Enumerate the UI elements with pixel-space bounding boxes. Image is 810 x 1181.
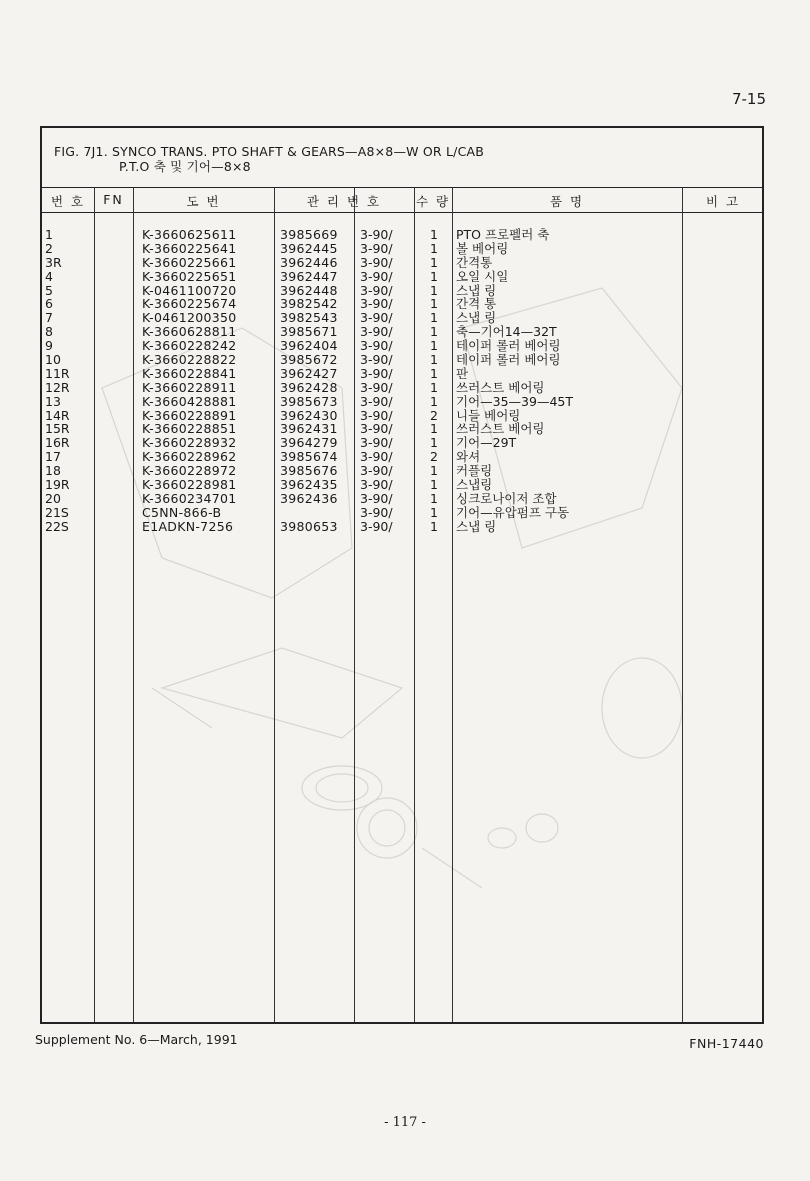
- quantity: 1: [430, 268, 438, 284]
- drawing-number: K-0461200350: [142, 310, 237, 326]
- part-name: 테이퍼 롤러 베어링: [456, 338, 561, 354]
- quantity: 1: [430, 379, 438, 395]
- page-number-top: 7-15: [731, 90, 766, 108]
- part-name: 스냅링: [456, 477, 493, 493]
- management-number: 3982543: [280, 310, 338, 326]
- table-row: [42, 409, 762, 423]
- quantity: 1: [430, 227, 438, 242]
- management-number: 3985669: [280, 227, 338, 242]
- drawing-number: K-3660228822: [142, 352, 237, 368]
- item-number: 16R: [45, 435, 70, 451]
- drawing-number: K-0461100720: [142, 282, 237, 298]
- part-name: 쓰러스트 베어링: [456, 421, 545, 437]
- part-name: 싱크로나이저 조합: [456, 490, 557, 506]
- table-row: [42, 520, 762, 534]
- quantity: 1: [430, 504, 438, 520]
- part-name: 기어—35—39—45T: [456, 393, 574, 409]
- part-name: 커플링: [456, 463, 493, 479]
- parts-list: [42, 228, 762, 534]
- item-number: 11R: [45, 365, 70, 381]
- drawing-number: K-3660225641: [142, 240, 237, 256]
- header-part-name: 품 명: [549, 194, 585, 209]
- revision-code: 3-90/: [360, 393, 393, 409]
- table-row: [42, 270, 762, 284]
- table-row: [42, 339, 762, 353]
- part-name: 스냅 링: [456, 310, 497, 326]
- part-name: 스냅 링: [456, 518, 497, 534]
- revision-code: 3-90/: [360, 365, 393, 381]
- management-number: 3962431: [280, 421, 338, 437]
- item-number: 1: [45, 227, 53, 242]
- part-name: 스냅 링: [456, 282, 497, 298]
- quantity: 1: [430, 463, 438, 479]
- header-quantity: 수 량: [415, 194, 451, 209]
- management-number: 3962430: [280, 407, 338, 423]
- table-row: [42, 256, 762, 270]
- header-fn: FN: [103, 192, 124, 207]
- part-name: 기어—유압펌프 구동: [456, 504, 570, 520]
- parts-table-frame: [40, 126, 764, 1024]
- header-management-number: 관 리 번 호: [306, 194, 382, 209]
- management-number: 3962435: [280, 477, 338, 493]
- quantity: 1: [430, 240, 438, 256]
- table-row: [42, 311, 762, 325]
- table-row: [42, 367, 762, 381]
- management-number: 3985672: [280, 352, 338, 368]
- revision-code: 3-90/: [360, 504, 393, 520]
- drawing-number: K-3660228851: [142, 421, 237, 437]
- drawing-number: K-3660625611: [142, 227, 237, 242]
- header-no: 번 호: [50, 194, 86, 209]
- revision-code: 3-90/: [360, 254, 393, 270]
- quantity: 2: [430, 449, 438, 465]
- quantity: 1: [430, 365, 438, 381]
- drawing-number: K-3660228932: [142, 435, 237, 451]
- item-number: 19R: [45, 477, 70, 493]
- part-name: 와셔: [456, 449, 481, 465]
- table-row: [42, 492, 762, 506]
- revision-code: 3-90/: [360, 490, 393, 506]
- item-number: 20: [45, 490, 61, 506]
- drawing-number: K-3660228962: [142, 449, 237, 465]
- revision-code: 3-90/: [360, 324, 393, 340]
- item-number: 4: [45, 268, 53, 284]
- management-number: 3985676: [280, 463, 338, 479]
- quantity: 1: [430, 518, 438, 534]
- quantity: 1: [430, 338, 438, 354]
- revision-code: 3-90/: [360, 310, 393, 326]
- figure-title-main: FIG. 7J1. SYNCO TRANS. PTO SHAFT & GEARS—A8×8—W OR L/CAB: [54, 144, 485, 159]
- drawing-number: K-3660228972: [142, 463, 237, 479]
- document-code: FNH-17440: [689, 1036, 764, 1051]
- part-name: 테이퍼 롤러 베어링: [456, 352, 561, 368]
- item-number: 6: [45, 296, 53, 312]
- item-number: 7: [45, 310, 53, 326]
- item-number: 8: [45, 324, 53, 340]
- management-number: 3985671: [280, 324, 338, 340]
- item-number: 22S: [45, 518, 69, 534]
- management-number: 3962436: [280, 490, 338, 506]
- supplement-note: Supplement No. 6—March, 1991: [35, 1032, 238, 1047]
- table-row: [42, 506, 762, 520]
- page-number-bottom: - 117 -: [384, 1115, 426, 1130]
- quantity: 1: [430, 421, 438, 437]
- item-number: 2: [45, 240, 53, 256]
- revision-code: 3-90/: [360, 282, 393, 298]
- management-number: 3985674: [280, 449, 338, 465]
- revision-code: 3-90/: [360, 379, 393, 395]
- management-number: 3962428: [280, 379, 338, 395]
- revision-code: 3-90/: [360, 407, 393, 423]
- part-name: 간격통: [456, 254, 493, 270]
- revision-code: 3-90/: [360, 268, 393, 284]
- header-top-rule: [42, 187, 762, 188]
- item-number: 18: [45, 463, 61, 479]
- item-number: 13: [45, 393, 61, 409]
- drawing-number: C5NN-866-B: [142, 504, 222, 520]
- item-number: 3R: [45, 254, 62, 270]
- item-number: 5: [45, 282, 53, 298]
- revision-code: 3-90/: [360, 518, 393, 534]
- drawing-number: K-3660225674: [142, 296, 237, 312]
- table-row: [42, 297, 762, 311]
- item-number: 15R: [45, 421, 70, 437]
- drawing-number: E1ADKN-7256: [142, 518, 234, 534]
- revision-code: 3-90/: [360, 338, 393, 354]
- item-number: 9: [45, 338, 53, 354]
- table-row: [42, 450, 762, 464]
- figure-subtitle: P.T.O 축 및 기어—8×8: [119, 159, 251, 174]
- management-number: 3964279: [280, 435, 338, 451]
- quantity: 1: [430, 324, 438, 340]
- part-name: 오일 시일: [456, 268, 509, 284]
- table-row: [42, 395, 762, 409]
- part-name: 간격 통: [456, 296, 497, 312]
- table-row: [42, 464, 762, 478]
- item-number: 21S: [45, 504, 69, 520]
- management-number: 3962404: [280, 338, 338, 354]
- quantity: 2: [430, 407, 438, 423]
- drawing-number: K-3660628811: [142, 324, 237, 340]
- revision-code: 3-90/: [360, 352, 393, 368]
- item-number: 14R: [45, 407, 70, 423]
- quantity: 1: [430, 352, 438, 368]
- item-number: 17: [45, 449, 61, 465]
- management-number: 3962427: [280, 365, 338, 381]
- table-row: [42, 284, 762, 298]
- revision-code: 3-90/: [360, 227, 393, 242]
- revision-code: 3-90/: [360, 421, 393, 437]
- revision-code: 3-90/: [360, 449, 393, 465]
- table-row: [42, 422, 762, 436]
- drawing-number: K-3660225661: [142, 254, 237, 270]
- management-number: 3985673: [280, 393, 338, 409]
- quantity: 1: [430, 490, 438, 506]
- management-number: 3980653: [280, 518, 338, 534]
- item-number: 10: [45, 352, 61, 368]
- part-name: 판: [456, 365, 469, 381]
- table-row: [42, 228, 762, 242]
- management-number: 3962448: [280, 282, 338, 298]
- quantity: 1: [430, 310, 438, 326]
- management-number: 3962445: [280, 240, 338, 256]
- drawing-number: K-3660225651: [142, 268, 237, 284]
- part-name: PTO 프로펠러 축: [456, 227, 550, 242]
- management-number: 3982542: [280, 296, 338, 312]
- part-name: 기어—29T: [456, 435, 517, 451]
- table-row: [42, 353, 762, 367]
- revision-code: 3-90/: [360, 296, 393, 312]
- table-row: [42, 478, 762, 492]
- table-row: [42, 436, 762, 450]
- drawing-number: K-3660228911: [142, 379, 237, 395]
- drawing-number: K-3660234701: [142, 490, 237, 506]
- quantity: 1: [430, 477, 438, 493]
- revision-code: 3-90/: [360, 477, 393, 493]
- quantity: 1: [430, 254, 438, 270]
- table-row: [42, 242, 762, 256]
- part-name: 볼 베어링: [456, 240, 509, 256]
- drawing-number: K-3660428881: [142, 393, 237, 409]
- part-name: 니들 베어링: [456, 407, 521, 423]
- figure-title: [54, 144, 484, 174]
- quantity: 1: [430, 296, 438, 312]
- revision-code: 3-90/: [360, 463, 393, 479]
- management-number: 3962447: [280, 268, 338, 284]
- header-remarks: 비 고: [705, 194, 741, 209]
- management-number: 3962446: [280, 254, 338, 270]
- drawing-number: K-3660228891: [142, 407, 237, 423]
- revision-code: 3-90/: [360, 435, 393, 451]
- header-drawing-number: 도 번: [186, 194, 221, 209]
- quantity: 1: [430, 282, 438, 298]
- part-name: 축—기어14—32T: [456, 324, 557, 340]
- table-row: [42, 381, 762, 395]
- part-name: 쓰러스트 베어링: [456, 379, 545, 395]
- quantity: 1: [430, 393, 438, 409]
- quantity: 1: [430, 435, 438, 451]
- item-number: 12R: [45, 379, 70, 395]
- drawing-number: K-3660228242: [142, 338, 237, 354]
- header-bottom-rule: [42, 212, 762, 213]
- revision-code: 3-90/: [360, 240, 393, 256]
- table-row: [42, 325, 762, 339]
- drawing-number: K-3660228841: [142, 365, 237, 381]
- drawing-number: K-3660228981: [142, 477, 237, 493]
